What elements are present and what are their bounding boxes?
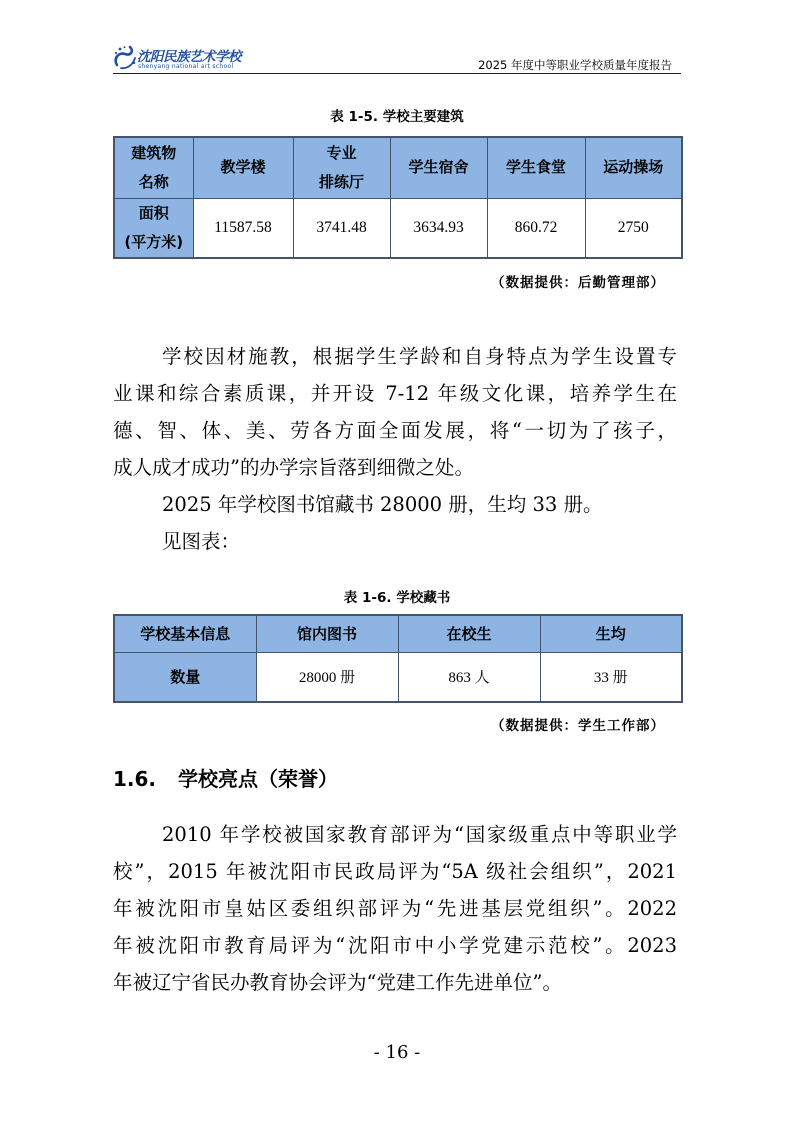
report-title: 2025 年度中等职业学校质量年度报告 <box>478 58 672 72</box>
cell-line: 建筑物 <box>131 143 177 162</box>
cell-line: 专业 <box>326 143 357 162</box>
table-1-5-header-row <box>114 137 682 198</box>
cell-line: 面积 <box>138 203 169 222</box>
table-1-6-header-row <box>114 615 682 652</box>
cell-line: 学生宿舍 <box>408 158 469 177</box>
paragraph-line: 2025 年学校图书馆藏书 28000 册，生均 33 册。 <box>162 493 603 516</box>
table-1-5-data-row <box>114 198 682 258</box>
paragraph-line: 年被辽宁省民办教育协会评为“党建工作先进单位”。 <box>113 971 562 994</box>
table-1-5-caption: 表 1-5. 学校主要建筑 <box>330 109 464 125</box>
paragraph-line: 校”，2015 年被沈阳市民政局评为“5A 级社会组织”，2021 <box>113 860 677 883</box>
row-label-area <box>114 198 193 258</box>
cell-line: 名称 <box>138 172 169 191</box>
section-number: 1.6. <box>113 767 157 791</box>
header-cell-library-books: 馆内图书 <box>256 615 398 652</box>
header-cell-teaching-building <box>193 137 293 198</box>
logo-school-name-cn: 沈阳民族艺术学校 <box>137 49 241 65</box>
value-cell: 33 册 <box>540 652 682 702</box>
value-cell: 860.72 <box>487 198 585 258</box>
paragraph-line: 年被沈阳市皇姑区委组织部评为“先进基层党组织”。2022 <box>113 897 677 920</box>
header-cell-per-student: 生均 <box>540 615 682 652</box>
value-cell: 28000 册 <box>256 652 398 702</box>
value-cell: 11587.58 <box>193 198 293 258</box>
table-1-6 <box>113 614 683 703</box>
section-heading <box>113 765 338 793</box>
paragraph-line: 成人成才成功”的办学宗旨落到细微之处。 <box>113 456 474 479</box>
paragraph-line: 年被沈阳市教育局评为“沈阳市中小学党建示范校”。2023 <box>113 934 677 957</box>
value-cell: 3634.93 <box>390 198 487 258</box>
table-1-6-source-note: （数据提供：学生工作部） <box>491 718 665 734</box>
header-cell-dormitory <box>390 137 487 198</box>
header-cell-enrolled-students: 在校生 <box>398 615 540 652</box>
paragraph-line: 德、智、体、美、劳各方面全面发展，将“一切为了孩子， <box>113 419 677 442</box>
header-cell-building-name <box>114 137 193 198</box>
cell-line: 排练厅 <box>318 172 364 191</box>
paragraph-line: 学校因材施教，根据学生学龄和自身特点为学生设置专 <box>162 345 677 368</box>
paragraph-line: 业课和综合素质课，并开设 7-12 年级文化课，培养学生在 <box>113 382 677 405</box>
header-divider <box>113 73 681 74</box>
row-label-quantity: 数量 <box>114 652 256 702</box>
value-cell: 3741.48 <box>293 198 390 258</box>
paragraph-line: 见图表： <box>162 530 241 553</box>
table-1-5 <box>113 136 683 259</box>
header-cell-rehearsal-hall <box>293 137 390 198</box>
table-1-6-data-row <box>114 652 682 702</box>
school-emblem-icon <box>112 44 138 70</box>
table-1-6-caption: 表 1-6. 学校藏书 <box>343 590 451 606</box>
honors-text <box>113 816 677 1001</box>
section-title: 学校亮点（荣誉） <box>178 767 338 791</box>
page-number: - 16 - <box>373 1042 421 1063</box>
table-1-5-source-note: （数据提供：后勤管理部） <box>491 275 665 291</box>
header-cell-basic-info: 学校基本信息 <box>114 615 256 652</box>
header-cell-canteen <box>487 137 585 198</box>
cell-line: 运动操场 <box>603 158 664 177</box>
school-logo <box>112 43 244 73</box>
value-cell: 2750 <box>585 198 682 258</box>
header-cell-sports-field <box>585 137 682 198</box>
paragraph-line: 2010 年学校被国家教育部评为“国家级重点中等职业学 <box>162 823 677 846</box>
body-text <box>113 338 677 560</box>
cell-line: 教学楼 <box>220 158 266 177</box>
cell-line: (平方米) <box>124 232 184 251</box>
value-cell: 863 人 <box>398 652 540 702</box>
logo-school-name-en: shenyang national art school <box>138 63 234 70</box>
cell-line: 学生食堂 <box>505 158 566 177</box>
